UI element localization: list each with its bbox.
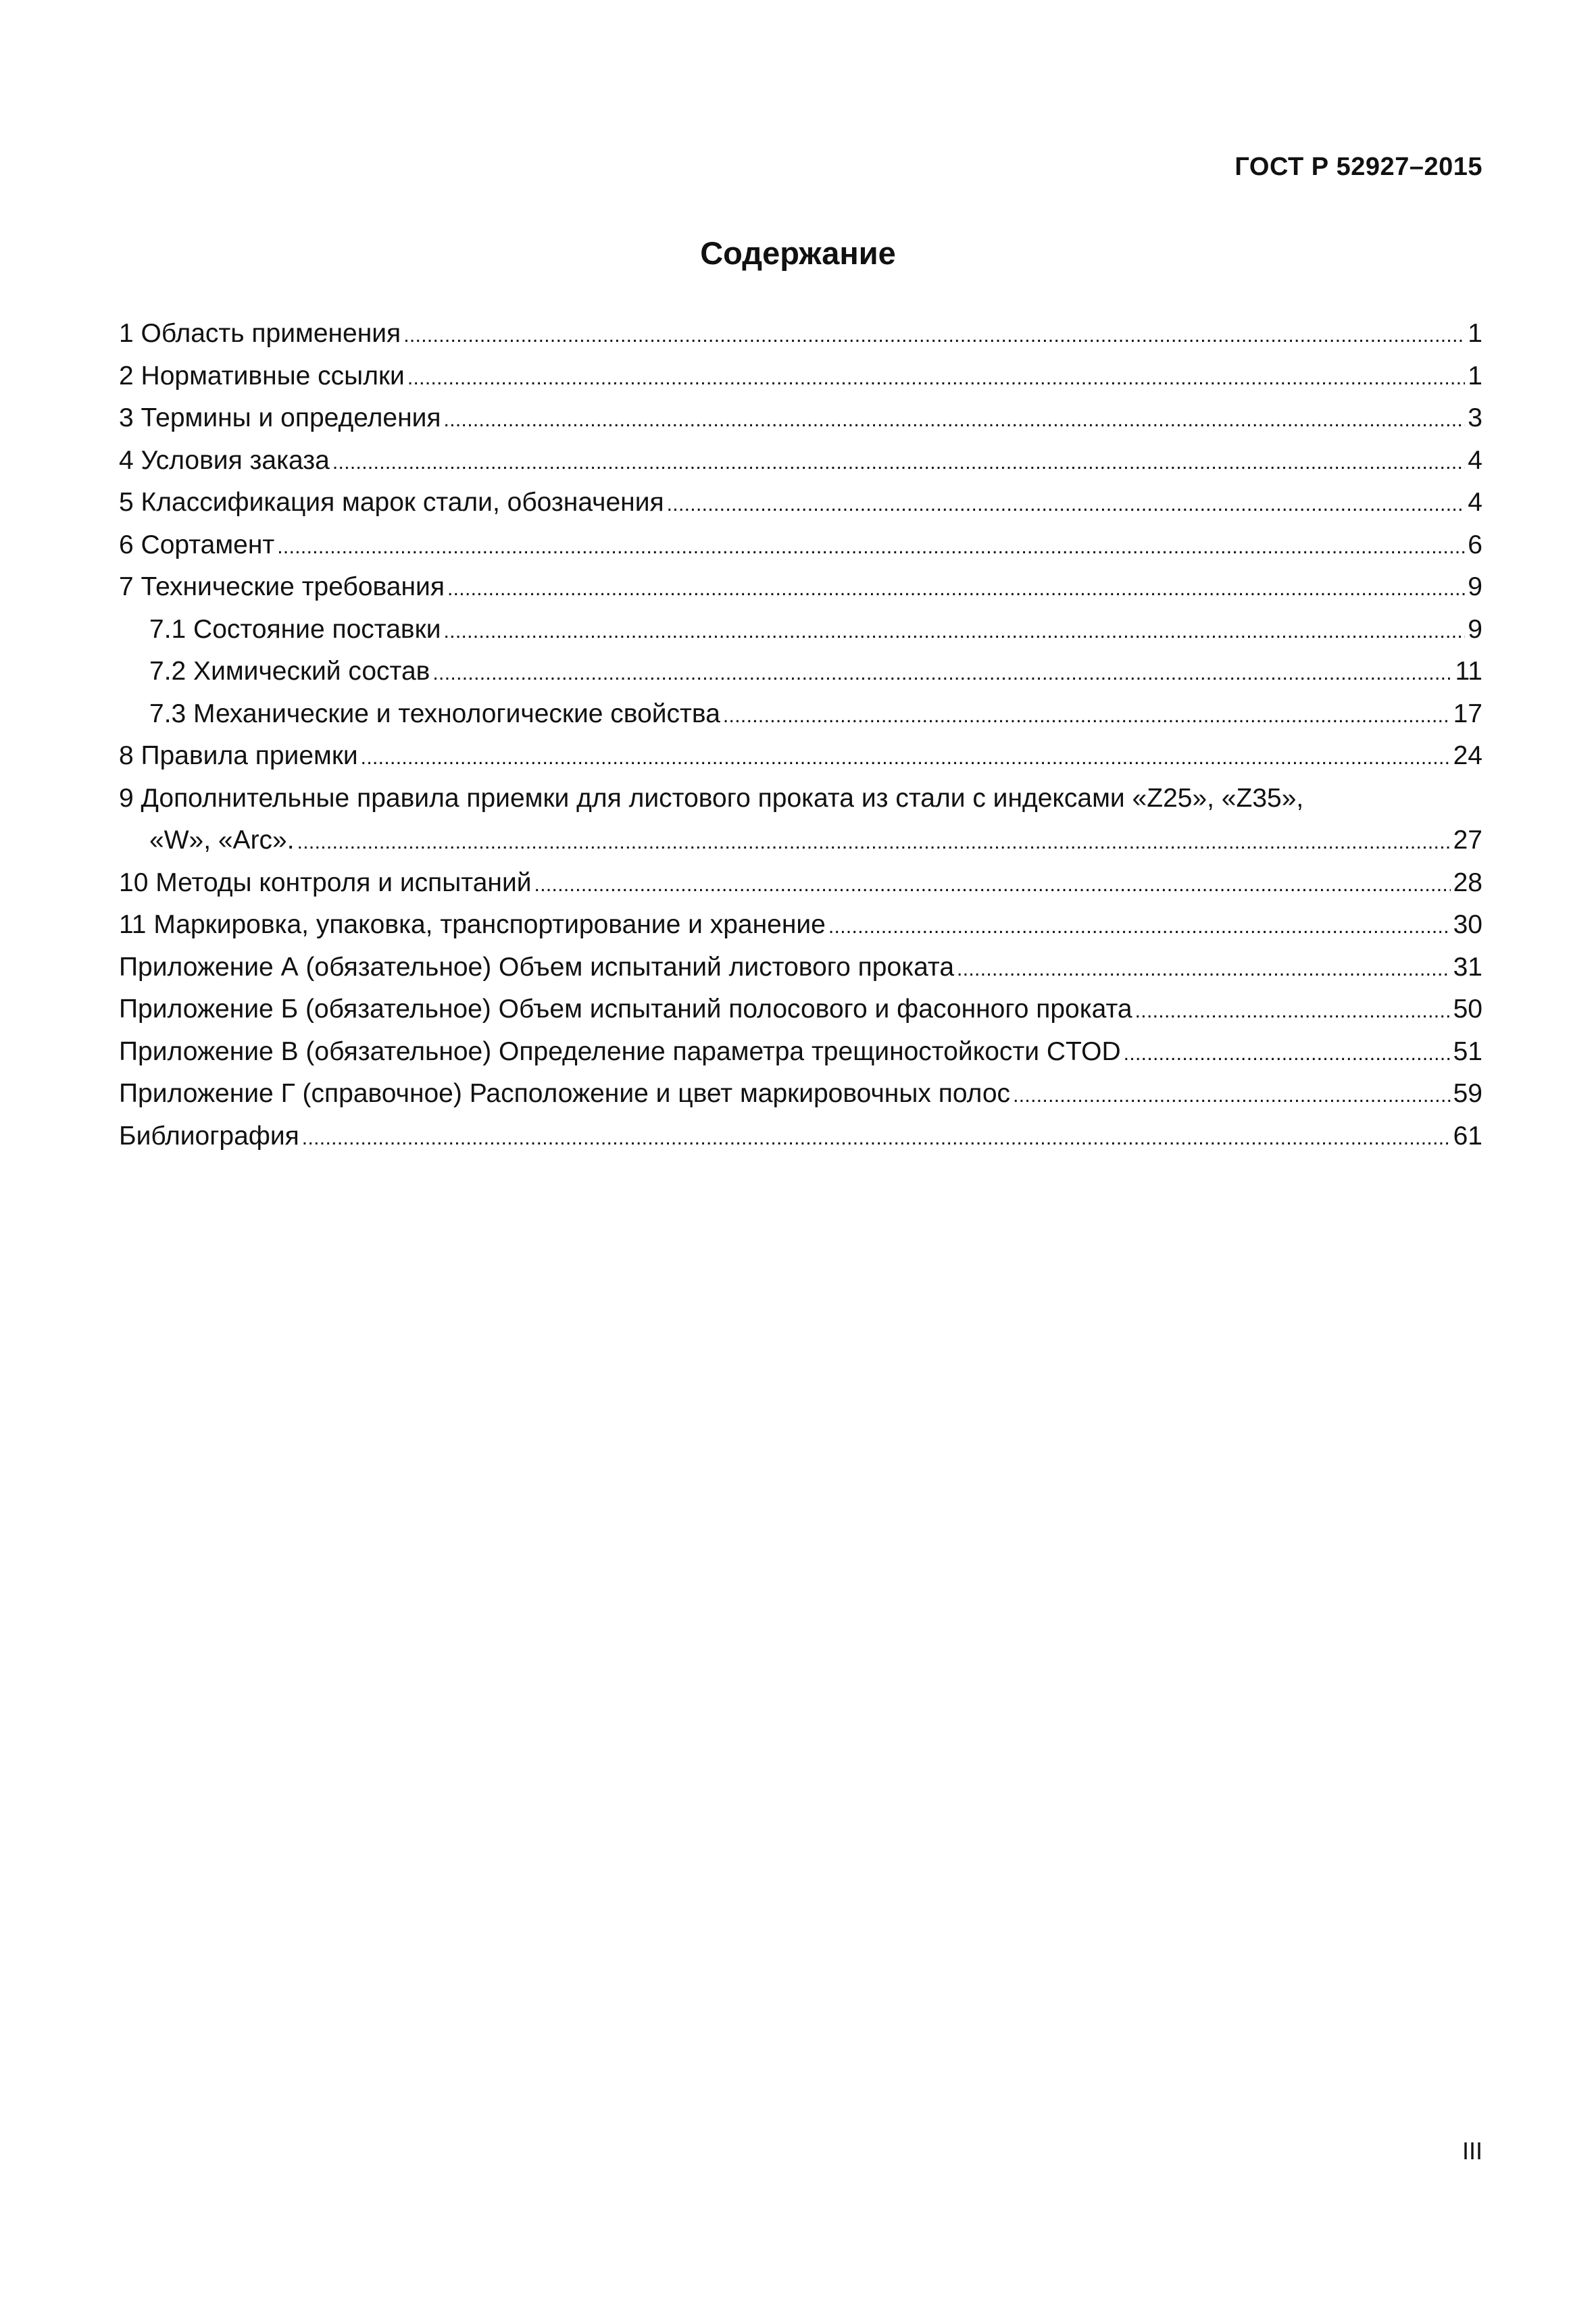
page-number: III [1462, 2137, 1482, 2165]
toc-entry-page: 1 [1468, 319, 1482, 348]
toc-entry[interactable] [119, 1031, 1482, 1074]
toc-leader-dots [447, 566, 1465, 609]
toc-entry[interactable] [119, 735, 1482, 778]
toc-entry-page: 30 [1453, 910, 1482, 939]
toc-leader-dots [297, 820, 1451, 862]
toc-entry-label: Приложение Б (обязательное) Объем испытаний полосового и фасонного проката [119, 995, 1132, 1024]
toc-entry-label: 9 Дополнительные правила приемки для листового проката из стали с индексами «Z25», «Z35», [119, 783, 1304, 813]
toc-entry-label: 7.2 Химический состав [149, 657, 430, 686]
toc-leader-dots [1013, 1073, 1451, 1115]
toc-entry[interactable] [119, 947, 1482, 989]
toc-entry-label: 10 Методы контроля и испытаний [119, 867, 532, 897]
toc-entry[interactable] [119, 904, 1482, 947]
toc-leader-dots [361, 735, 1451, 778]
toc-entry[interactable] [119, 1073, 1482, 1115]
toc-leader-dots [1124, 1031, 1451, 1074]
toc-subentry[interactable] [119, 609, 1482, 651]
toc-leader-dots [667, 482, 1466, 524]
toc-entry[interactable] [119, 482, 1482, 524]
toc-subentry[interactable] [119, 651, 1482, 693]
toc-leader-dots [443, 609, 1465, 651]
toc-leader-dots [432, 651, 1452, 693]
toc-entry-label: «W», «Arc». [149, 826, 295, 855]
toc-subentry[interactable] [119, 693, 1482, 736]
toc-leader-dots [1135, 988, 1451, 1031]
toc-entry-label: 8 Правила приемки [119, 741, 358, 770]
toc-entry[interactable] [119, 988, 1482, 1031]
toc-entry-page: 9 [1468, 572, 1482, 601]
toc-entry-page: 50 [1453, 995, 1482, 1024]
toc-entry-label: Приложение Г (справочное) Расположение и цвет маркировочных полос [119, 1079, 1011, 1108]
toc-entry-page: 4 [1468, 445, 1482, 475]
toc-entry[interactable] [119, 355, 1482, 398]
toc-entry-continuation[interactable] [119, 820, 1482, 862]
toc-entry-page: 51 [1453, 1036, 1482, 1066]
toc-entry-label: 7.3 Механические и технологические свойства [149, 699, 720, 728]
toc-entry-page: 1 [1468, 361, 1482, 391]
toc-leader-dots [407, 355, 1465, 398]
toc-entry-page: 17 [1453, 699, 1482, 728]
toc-entry-page: 27 [1453, 826, 1482, 855]
toc-entry-label: 6 Сортамент [119, 530, 275, 559]
toc-entry-page: 4 [1468, 488, 1482, 517]
toc-entry-label: Библиография [119, 1121, 299, 1151]
toc-entry-page: 24 [1453, 741, 1482, 770]
table-of-contents [119, 313, 1482, 1157]
toc-entry-page: 28 [1453, 867, 1482, 897]
toc-entry-label: 4 Условия заказа [119, 445, 330, 475]
toc-entry-label: Приложение А (обязательное) Объем испытаний листового проката [119, 952, 955, 982]
toc-entry[interactable] [119, 440, 1482, 482]
toc-leader-dots [277, 524, 1465, 567]
toc-leader-dots [828, 904, 1451, 947]
toc-entry[interactable] [119, 1115, 1482, 1158]
toc-entry[interactable] [119, 862, 1482, 905]
toc-leader-dots [723, 693, 1451, 736]
toc-entry-page: 6 [1468, 530, 1482, 559]
toc-entry-label: 11 Маркировка, упаковка, транспортирование и хранение [119, 910, 826, 939]
toc-leader-dots [534, 862, 1451, 905]
toc-entry-label: 5 Классификация марок стали, обозначения [119, 488, 664, 517]
toc-entry-label: 2 Нормативные ссылки [119, 361, 405, 391]
toc-leader-dots [444, 397, 1466, 440]
toc-entry[interactable] [119, 524, 1482, 567]
toc-entry-label: 3 Термины и определения [119, 403, 441, 432]
toc-entry-page: 59 [1453, 1079, 1482, 1108]
toc-leader-dots [957, 947, 1451, 989]
toc-leader-dots [403, 313, 1465, 355]
toc-leader-dots [302, 1115, 1451, 1158]
toc-entry[interactable] [119, 313, 1482, 355]
toc-entry[interactable] [119, 397, 1482, 440]
toc-entry-page: 3 [1468, 403, 1482, 432]
toc-entry-label: 1 Область применения [119, 319, 401, 348]
toc-entry-page: 11 [1455, 657, 1482, 686]
toc-title: Содержание [700, 235, 896, 271]
toc-entry-wrapped-line[interactable] [119, 778, 1482, 820]
document-code: ГОСТ Р 52927–2015 [1235, 153, 1482, 181]
toc-entry-label: Приложение В (обязательное) Определение параметра трещиностойкости CTOD [119, 1036, 1121, 1066]
toc-entry[interactable] [119, 566, 1482, 609]
toc-entry-page: 61 [1453, 1121, 1482, 1151]
toc-entry-label: 7.1 Состояние поставки [149, 614, 441, 644]
toc-leader-dots [332, 440, 1465, 482]
toc-entry-page: 31 [1453, 952, 1482, 982]
toc-entry-label: 7 Технические требования [119, 572, 445, 601]
toc-entry-page: 9 [1468, 614, 1482, 644]
